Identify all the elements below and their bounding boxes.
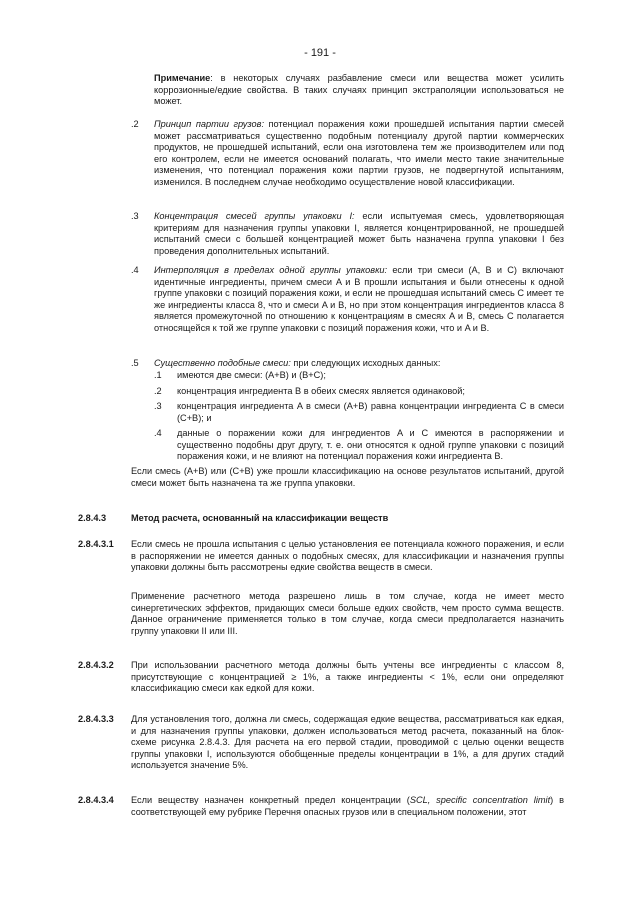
sub-item-text: имеются две смеси: (A+B) и (B+C); bbox=[177, 370, 326, 380]
sub-item-text: концентрация ингредиента A в смеси (A+B) равна концентрации ингредиента C в смеси (C+B); и bbox=[177, 401, 564, 423]
principle-text: потенциал поражения кожи прошедшей испытания партии смесей может рассматриваться существенно подобным потенциалу другой партии коммерческих продуктов, не прошедшей испытаний, если она изготовлена тем же производителем или под его контролем, если не имеется оснований полагать, что имели место такие значительные изменения, что потенциал поражения кожи партии грузов, не подвергнутой испытаниям, изменился. В последнем случае необходимо осуществление новой классификации. bbox=[154, 119, 564, 187]
principle-batch bbox=[154, 119, 564, 189]
paragraph-text: Если смесь не прошла испытания с целью установления ее потенциала кожного поражения, и если в распоряжении не имеется данных о подобных смесях, для классификации и назначения группы упаковки должны быть рассмотрены едкие свойства веществ в смеси. bbox=[131, 539, 564, 573]
paragraph-text: Для установления того, должна ли смесь, содержащая едкие вещества, рассматриваться как едкая, и для назначения группы упаковки, должен использоваться метод расчета, показанный на блок-схеме рисунка 2.8.4.3. Для расчета на его первой стадии, проводимой с целью оценки веществ группы упаковки I, используются обобщенные пределы концентрации в 1%, а для других стадий используется значение 5%. bbox=[131, 714, 564, 771]
principle-interpolation bbox=[154, 265, 564, 335]
note-text: : в некоторых случаях разбавление смеси или вещества может усилить коррозионные/едкие свойства. В таких случаях принцип экстраполяции использоваться не может. bbox=[154, 73, 564, 107]
sub-item-number: .3 bbox=[154, 401, 162, 411]
paragraph-text: Применение расчетного метода разрешено лишь в том случае, когда не имеет место синергетических эффектов, придающих смеси больше едких свойств, чем просто сумма веществ. Данное ограничение применяется только в том случае, когда смеси предполагается назначить группу упаковки II или III. bbox=[131, 591, 564, 636]
principle-title: Принцип партии грузов: bbox=[154, 119, 265, 129]
paragraph-number: 2.8.4.3.4 bbox=[78, 795, 114, 805]
principle-text: при следующих исходных данных: bbox=[290, 358, 441, 368]
paragraph-number: 2.8.4.3.1 bbox=[78, 539, 114, 549]
principle-text: если три смеси (A, B и C) включают идентичные ингредиенты, причем смеси A и B прошли испытания и были отнесены к одной группе упаковки с позиций поражения кожи, и если не прошедшая испытаний смесь C имеет те же ингредиенты класса 8, что и смеси A и B, но при этом концентрация ингредиентов класса 8 является промежуточной по отношению к концентрациям в смесях A и B, смесь C полагается относящейся к той же группе упаковки с позиций поражения кожи, что и A и B. bbox=[154, 265, 564, 333]
paragraph-text-part: Если веществу назначен конкретный предел концентрации ( bbox=[131, 795, 410, 805]
principle-number: .5 bbox=[131, 358, 139, 368]
scl-term: SCL, specific concentration limit bbox=[409, 795, 551, 805]
principle-number: .2 bbox=[131, 119, 139, 129]
paragraph-number: 2.8.4.3.3 bbox=[78, 714, 114, 724]
principle-similar bbox=[154, 358, 564, 370]
note-paragraph bbox=[154, 73, 564, 108]
sub-item-number: .1 bbox=[154, 370, 162, 380]
principle-concentration bbox=[154, 211, 564, 257]
paragraph-text-part: ) в соответствующей ему рубрике Перечня опасных грузов или в специальном положении, этот bbox=[131, 795, 564, 817]
sub-item-text: концентрация ингредиента B в обеих смесях является одинаковой; bbox=[177, 386, 465, 396]
principle-title: Существенно подобные смеси: bbox=[154, 358, 291, 368]
page-number: - 191 - bbox=[304, 47, 336, 59]
paragraph-number: 2.8.4.3.2 bbox=[78, 660, 114, 670]
principle-number: .3 bbox=[131, 211, 139, 221]
conclusion-paragraph: Если смесь (A+B) или (C+B) уже прошли классификацию на основе результатов испытаний, другой смеси может быть назначена та же группа упаковки. bbox=[131, 466, 564, 488]
section-title: Метод расчета, основанный на классификации веществ bbox=[131, 513, 389, 523]
paragraph-text bbox=[131, 795, 564, 818]
principle-title: Интерполяция в пределах одной группы упаковки: bbox=[154, 265, 388, 275]
note-label: Примечание bbox=[154, 73, 211, 83]
principle-title: Концентрация смесей группы упаковки I: bbox=[154, 211, 355, 221]
sub-item-number: .4 bbox=[154, 428, 162, 438]
principle-text: если испытуемая смесь, удовлетворяющая критериям для назначения группы упаковки I, является концентрированной, не прошедшей испытаний смеси с большей концентрацией может быть назначена группа упаковки I без проведения дополнительных испытаний. bbox=[154, 211, 564, 256]
sub-item-number: .2 bbox=[154, 386, 162, 396]
section-number: 2.8.4.3 bbox=[78, 513, 107, 523]
principle-number: .4 bbox=[131, 265, 139, 275]
paragraph-text: При использовании расчетного метода должны быть учтены все ингредиенты с классом 8, присутствующие с концентрацией ≥ 1%, а также ингредиенты < 1%, если они определяют классификацию смеси как едкой для кожи. bbox=[131, 660, 564, 694]
sub-item-text: данные о поражении кожи для ингредиентов A и C имеются в распоряжении и существенно подобны друг другу, т. е. они относятся к одной группе упаковки с позиций поражения кожи, и не влияют на потенциал поражения кожи ингредиента B. bbox=[177, 428, 564, 462]
